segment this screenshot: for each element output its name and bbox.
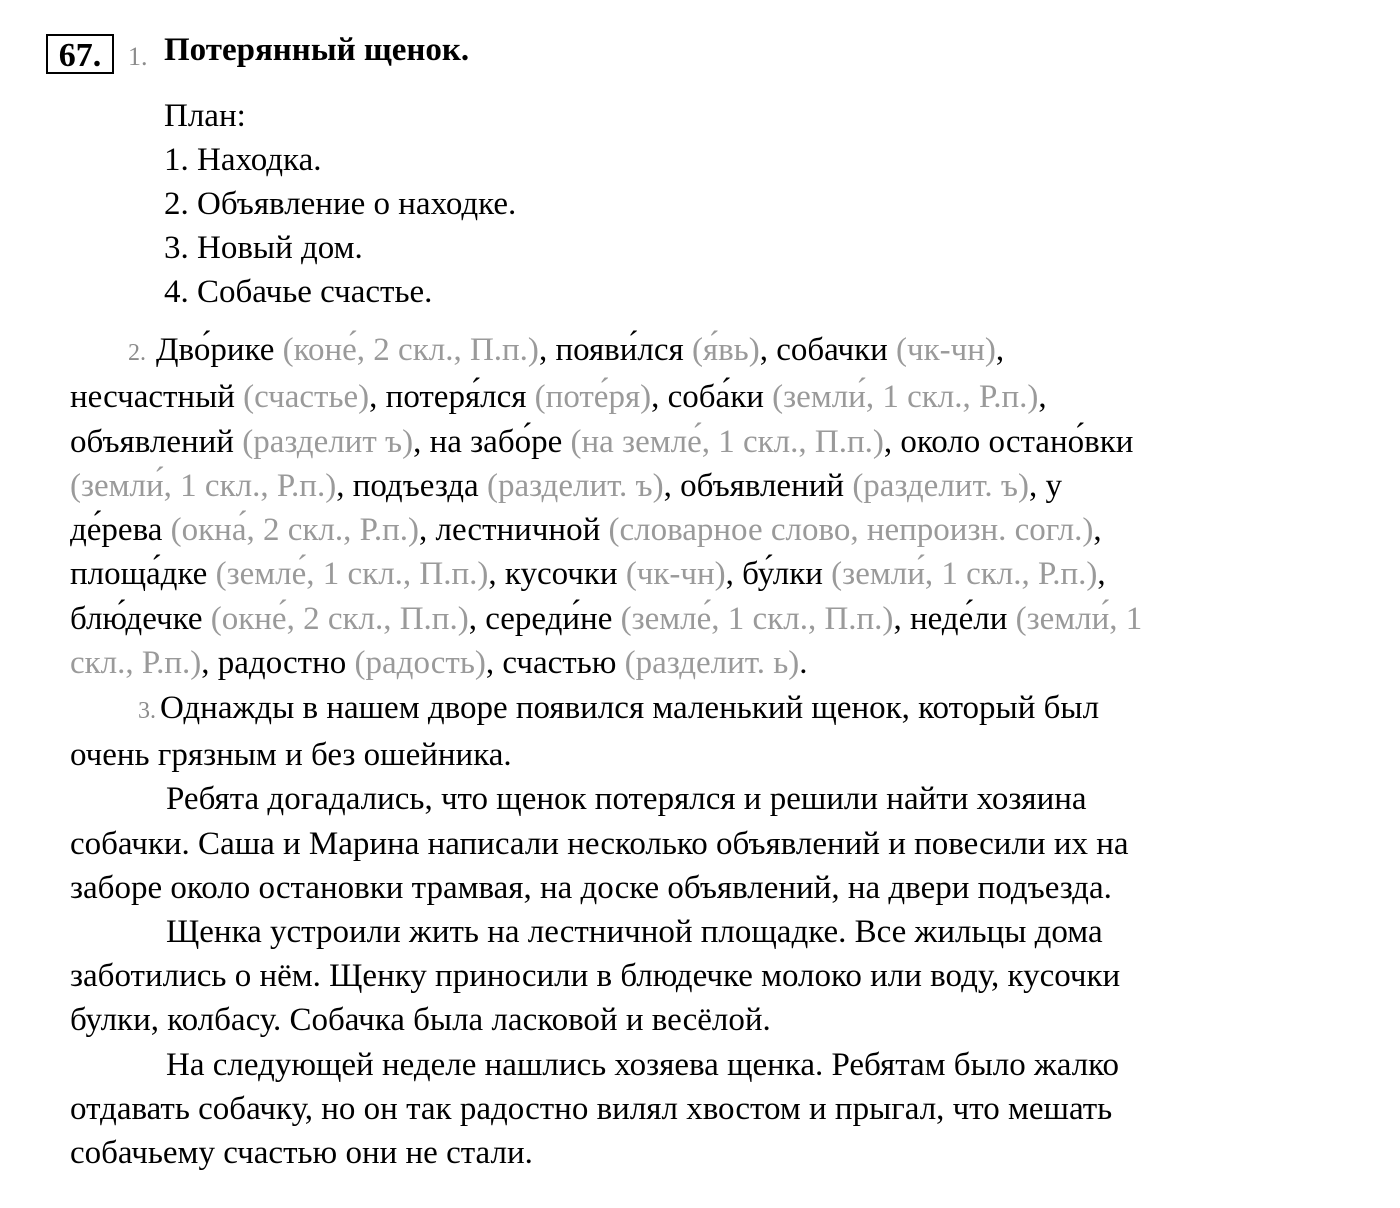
analysis-note: (коне́, 2 скл., П.п.) [282,332,539,368]
analysis-word: , на забо́ре [413,423,571,460]
analysis-word: несчастный [70,379,244,416]
analysis-line-text [70,645,808,681]
analysis-word: , около остано́вки [883,423,1134,460]
analysis-word: , появи́лся [538,332,692,368]
analysis-word: , объявлений [663,467,853,504]
analysis-note: (разделит ъ) [242,423,414,460]
analysis-word: , неде́ли [893,600,1016,637]
analysis-note: (разделит. ь) [624,645,800,682]
composition-line: заботились о нём. Щенку приносили в блюдечке молоко или воду, кусочки [70,958,1121,995]
analysis-line [70,508,1330,552]
analysis-word: , потеря́лся [369,379,535,416]
analysis-word: , кусочки [488,556,626,593]
composition-line: заборе около остановки трамвая, на доске объявлений, на двери подъезда. [70,869,1112,906]
analysis-line-text [70,601,1142,637]
analysis-word: де́рева [70,512,171,549]
analysis-line-text [70,556,1106,592]
analysis-note: (на земле́, 1 скл., П.п.) [570,423,884,460]
plan-item: 2. Объявление о находке. [164,186,517,222]
analysis-word: площа́дке [70,556,216,593]
composition-line: очень грязным и без ошейника. [70,737,512,774]
analysis-line [70,420,1330,464]
analysis-line [70,464,1330,508]
composition-line: отдавать собачку, но он так радостно вилял хвостом и прыгал, что мешать [70,1090,1113,1127]
analysis-note: (чк-чн) [896,332,996,368]
composition-line [70,686,1340,733]
analysis-note: (окна́, 2 скл., Р.п.) [170,512,419,549]
composition-line: собачки. Саша и Марина написали несколько объявлений и повесили их на [70,825,1129,862]
analysis-word: объявлений [70,423,243,460]
analysis-word: , [995,332,1005,368]
analysis-line [70,552,1330,596]
analysis-word: , [1093,512,1102,549]
analysis-line [70,597,1330,641]
analysis-word: , [1038,379,1047,416]
analysis-word: , бу́лки [725,556,832,593]
exercise-title: Потерянный щенок. [164,32,470,68]
plan-item: 4. Собачье счастье. [164,274,433,310]
analysis-word: , счастью [485,645,625,682]
analysis-note: (чк-чн) [625,556,726,593]
analysis-note: (словарное слово, непроизн. согл.) [608,512,1094,549]
analysis-line-text [70,468,1062,504]
task-marker-3: 3. [138,698,156,724]
analysis-note: (земли́, 1 скл., Р.п.) [831,556,1098,593]
analysis-note: (земли́, 1 скл., Р.п.) [772,379,1039,416]
task-marker-2: 2. [128,340,146,366]
composition-line: булки, колбасу. Собачка была ласковой и весёлой. [70,1002,771,1039]
analysis-note: (земле́, 1 скл., П.п.) [215,556,489,593]
analysis-note: (поте́ря) [534,379,652,416]
plan-item: 1. Находка. [164,142,322,178]
analysis-line-text [156,332,1004,368]
task-marker-1: 1. [128,42,148,71]
analysis-word: , [1097,556,1106,593]
analysis-note: (радость) [354,645,486,682]
orthography-analysis [70,328,1330,685]
analysis-line [70,375,1330,419]
analysis-note: (земли́, 1 [1015,600,1143,637]
analysis-word: , подъезда [336,467,487,504]
paragraph-first-line: На следующей неделе нашлись хозяева щенка. Ребятам было жалко [166,1046,1120,1083]
analysis-word: . [799,645,808,682]
analysis-note: (счастье) [243,379,370,416]
analysis-word: , соба́ки [651,379,773,416]
paragraph-first-line: Однажды в нашем дворе появился маленький щенок, который был [160,690,1100,726]
composition [70,686,1340,1175]
analysis-word: , собачки [759,332,897,368]
analysis-note: (разделит. ъ) [486,467,664,504]
plan-label: План: [164,98,246,134]
plan [164,94,516,314]
plan-item: 3. Новый дом. [164,230,363,266]
exercise-number: 67. [46,34,114,74]
analysis-line-text [70,424,1133,460]
analysis-word: , радостно [201,645,355,682]
analysis-line-text [70,379,1047,415]
analysis-note: (окне́, 2 скл., П.п.) [210,600,469,637]
paragraph-first-line: Щенка устроили жить на лестничной площадке. Все жильцы дома [166,914,1103,951]
analysis-note: (разделит. ъ) [852,467,1029,504]
analysis-word: , у [1028,467,1062,504]
analysis-word: блю́дечке [70,600,211,637]
analysis-line [70,328,1330,375]
analysis-note: (земле́, 1 скл., П.п.) [620,600,894,637]
analysis-word: Дво́рике [156,332,283,368]
analysis-note: (земли́, 1 скл., Р.п.) [70,467,337,504]
analysis-note: (я́вь) [691,332,760,368]
analysis-word: , середи́не [468,600,621,637]
analysis-word: , лестничной [419,512,609,549]
analysis-note: скл., Р.п.) [70,645,202,682]
analysis-line [70,641,1330,685]
paragraph-first-line: Ребята догадались, что щенок потерялся и решили найти хозяина [166,781,1087,818]
analysis-line-text [70,512,1102,548]
composition-line: собачьему счастью они не стали. [70,1135,533,1172]
